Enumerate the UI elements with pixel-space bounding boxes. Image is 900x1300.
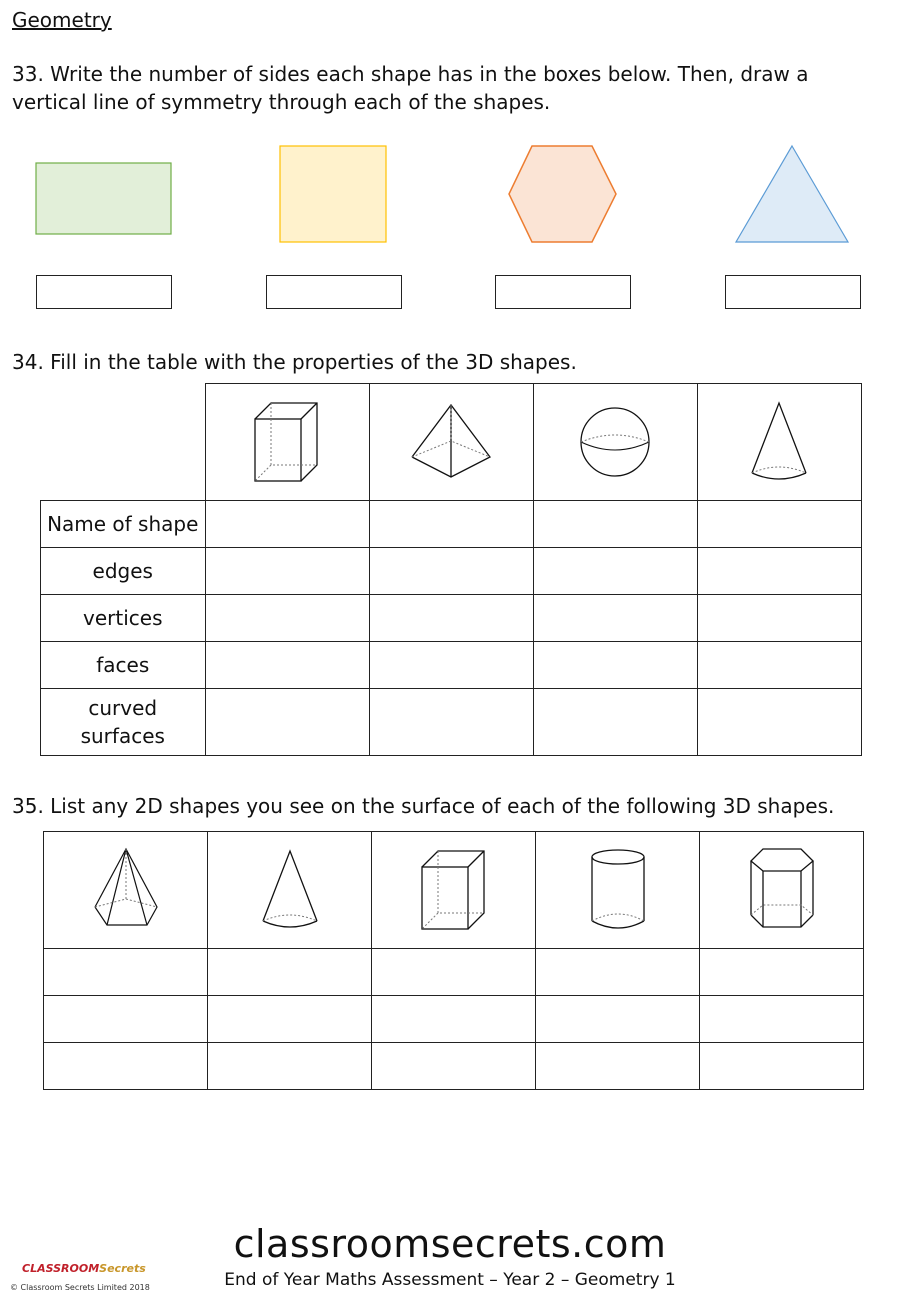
copyright-text: © Classroom Secrets Limited 2018 bbox=[10, 1283, 150, 1292]
answer-cell[interactable] bbox=[205, 548, 369, 595]
sides-answer-box-1[interactable] bbox=[36, 275, 172, 309]
hexagon-shape bbox=[509, 146, 616, 242]
cone-cell bbox=[208, 832, 372, 949]
answer-cell[interactable] bbox=[536, 949, 700, 996]
answer-cell[interactable] bbox=[208, 996, 372, 1043]
hexagonal-prism-cell bbox=[700, 832, 864, 949]
answer-cell[interactable] bbox=[533, 501, 697, 548]
table-row bbox=[41, 595, 862, 642]
triangle-shape bbox=[736, 146, 848, 242]
table-corner bbox=[41, 384, 206, 501]
sphere-cell bbox=[533, 384, 697, 501]
answer-cell[interactable] bbox=[700, 949, 864, 996]
q33-shapes bbox=[0, 0, 900, 260]
cone-icon bbox=[744, 397, 814, 487]
question-35-text: 35. List any 2D shapes you see on the surface of each of the following 3D shapes. bbox=[12, 794, 835, 818]
answer-cell[interactable] bbox=[533, 642, 697, 689]
square-pyramid-icon bbox=[406, 397, 496, 487]
cylinder-cell bbox=[536, 832, 700, 949]
table-row bbox=[44, 996, 864, 1043]
cuboid-cell bbox=[205, 384, 369, 501]
pentagonal-pyramid-cell bbox=[44, 832, 208, 949]
answer-cell[interactable] bbox=[697, 642, 861, 689]
answer-cell[interactable] bbox=[697, 548, 861, 595]
answer-cell[interactable] bbox=[369, 689, 533, 756]
logo-accent-text: Secrets bbox=[99, 1262, 146, 1275]
answer-cell[interactable] bbox=[205, 595, 369, 642]
answer-cell[interactable] bbox=[533, 548, 697, 595]
answer-cell[interactable] bbox=[533, 595, 697, 642]
cuboid-icon bbox=[414, 845, 494, 935]
pyramid-cell bbox=[369, 384, 533, 501]
answer-cell[interactable] bbox=[369, 642, 533, 689]
answer-cell[interactable] bbox=[208, 949, 372, 996]
cone-cell bbox=[697, 384, 861, 501]
answer-cell[interactable] bbox=[44, 1043, 208, 1090]
classroom-secrets-logo bbox=[22, 1262, 146, 1275]
footer-url[interactable]: classroomsecrets.com bbox=[233, 1222, 667, 1266]
row-label-vertices: vertices bbox=[41, 595, 206, 642]
hexagonal-prism-icon bbox=[747, 845, 817, 935]
table-row bbox=[41, 548, 862, 595]
row-label-edges: edges bbox=[41, 548, 206, 595]
answer-cell[interactable] bbox=[369, 501, 533, 548]
logo-main-text: CLASSROOM bbox=[22, 1262, 100, 1275]
answer-cell[interactable] bbox=[205, 642, 369, 689]
table-header-row bbox=[44, 832, 864, 949]
sides-answer-box-3[interactable] bbox=[495, 275, 631, 309]
answer-cell[interactable] bbox=[208, 1043, 372, 1090]
sides-answer-box-4[interactable] bbox=[725, 275, 861, 309]
answer-cell[interactable] bbox=[697, 595, 861, 642]
cylinder-icon bbox=[586, 845, 650, 935]
answer-cell[interactable] bbox=[700, 996, 864, 1043]
answer-cell[interactable] bbox=[536, 996, 700, 1043]
row-label-curved-surfaces: curved surfaces bbox=[41, 689, 206, 756]
answer-cell[interactable] bbox=[372, 949, 536, 996]
properties-table bbox=[40, 383, 862, 756]
answer-cell[interactable] bbox=[44, 949, 208, 996]
answer-cell[interactable] bbox=[700, 1043, 864, 1090]
cuboid-icon bbox=[247, 397, 327, 487]
answer-cell[interactable] bbox=[369, 548, 533, 595]
answer-cell[interactable] bbox=[536, 1043, 700, 1090]
sides-answer-box-2[interactable] bbox=[266, 275, 402, 309]
answer-cell[interactable] bbox=[205, 501, 369, 548]
footer-subtitle: End of Year Maths Assessment – Year 2 – Geometry 1 bbox=[224, 1270, 676, 1290]
cone-icon bbox=[255, 845, 325, 935]
answer-cell[interactable] bbox=[697, 689, 861, 756]
sphere-icon bbox=[575, 402, 655, 482]
row-label-name: Name of shape bbox=[41, 501, 206, 548]
question-33-text: 33. Write the number of sides each shape has in the boxes below. Then, draw a vertical line of symmetry through each of the shapes. bbox=[12, 62, 809, 114]
answer-cell[interactable] bbox=[44, 996, 208, 1043]
square-shape bbox=[280, 146, 386, 242]
question-34-text: 34. Fill in the table with the properties of the 3D shapes. bbox=[12, 350, 577, 374]
table-row bbox=[44, 949, 864, 996]
table-row bbox=[44, 1043, 864, 1090]
table-row bbox=[41, 501, 862, 548]
cuboid-cell bbox=[372, 832, 536, 949]
answer-cell[interactable] bbox=[372, 1043, 536, 1090]
2d-shapes-table bbox=[43, 831, 864, 1090]
table-row bbox=[41, 689, 862, 756]
rectangle-shape bbox=[36, 163, 171, 234]
answer-cell[interactable] bbox=[372, 996, 536, 1043]
row-label-faces: faces bbox=[41, 642, 206, 689]
page-heading: Geometry bbox=[12, 8, 112, 32]
answer-cell[interactable] bbox=[533, 689, 697, 756]
table-header-row bbox=[41, 384, 862, 501]
answer-cell[interactable] bbox=[205, 689, 369, 756]
answer-cell[interactable] bbox=[369, 595, 533, 642]
answer-cell[interactable] bbox=[697, 501, 861, 548]
table-row bbox=[41, 642, 862, 689]
pentagonal-pyramid-icon bbox=[91, 845, 161, 935]
